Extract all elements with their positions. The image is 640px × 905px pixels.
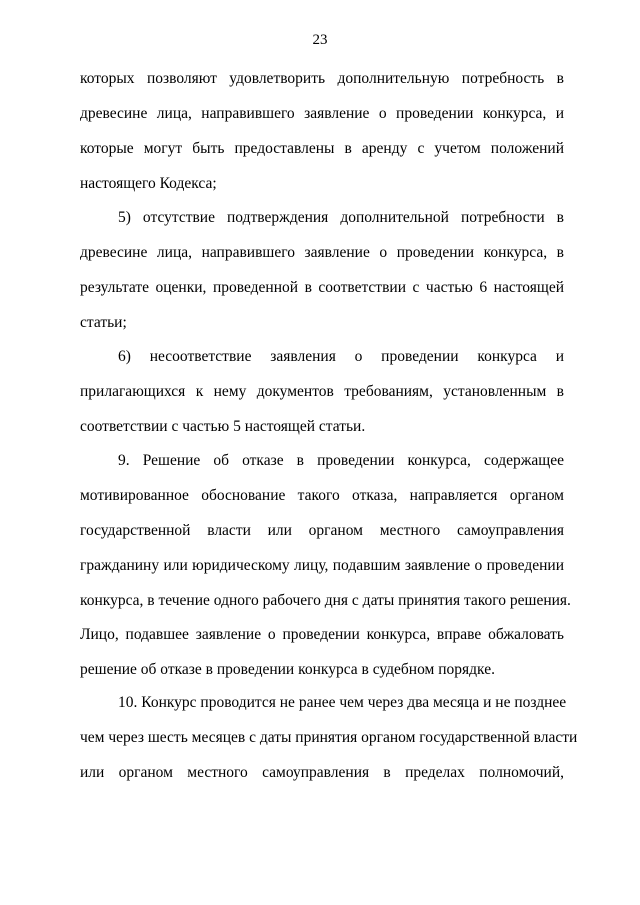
page-number: 23	[312, 32, 328, 48]
text-line: результате оценки, проведенной в соответствии с частью 6 настоящей	[80, 279, 564, 296]
text-line: государственной власти или органом местного самоуправления	[80, 522, 564, 539]
text-line: или органом местного самоуправления в пределах полномочий,	[80, 764, 564, 781]
text-line: чем через шесть месяцев с даты принятия органом государственной власти	[80, 729, 578, 746]
text-line: гражданину или юридическому лицу, подавшим заявление о проведении	[80, 557, 564, 574]
text-line: прилагающихся к нему документов требованиям, установленным в	[80, 383, 564, 400]
paragraph-9-line: 9. Решение об отказе в проведении конкурса, содержащее	[118, 452, 564, 469]
paragraph-10-line: 10. Конкурс проводится не ранее чем через два месяца и не позднее	[118, 694, 567, 711]
text-line: Лицо, подавшее заявление о проведении конкурса, вправе обжаловать	[80, 626, 564, 643]
text-line: соответствии с частью 5 настоящей статьи.	[80, 418, 366, 435]
text-line: которые могут быть предоставлены в аренду с учетом положений	[80, 140, 564, 157]
text-line: настоящего Кодекса;	[80, 175, 217, 192]
list-item-6-line: 6) несоответствие заявления о проведении конкурса и	[118, 348, 564, 365]
text-line: которых позволяют удовлетворить дополнительную потребность в	[80, 70, 564, 87]
text-line: решение об отказе в проведении конкурса в судебном порядке.	[80, 661, 495, 678]
text-line: конкурса, в течение одного рабочего дня с даты принятия такого решения.	[80, 592, 571, 609]
text-line: древесине лица, направившего заявление о проведении конкурса, и	[80, 105, 564, 122]
text-line: древесине лица, направившего заявление о проведении конкурса, в	[80, 244, 564, 261]
list-item-5-line: 5) отсутствие подтверждения дополнительной потребности в	[118, 209, 564, 226]
text-line: мотивированное обоснование такого отказа, направляется органом	[80, 487, 564, 504]
text-line: статьи;	[80, 314, 127, 331]
